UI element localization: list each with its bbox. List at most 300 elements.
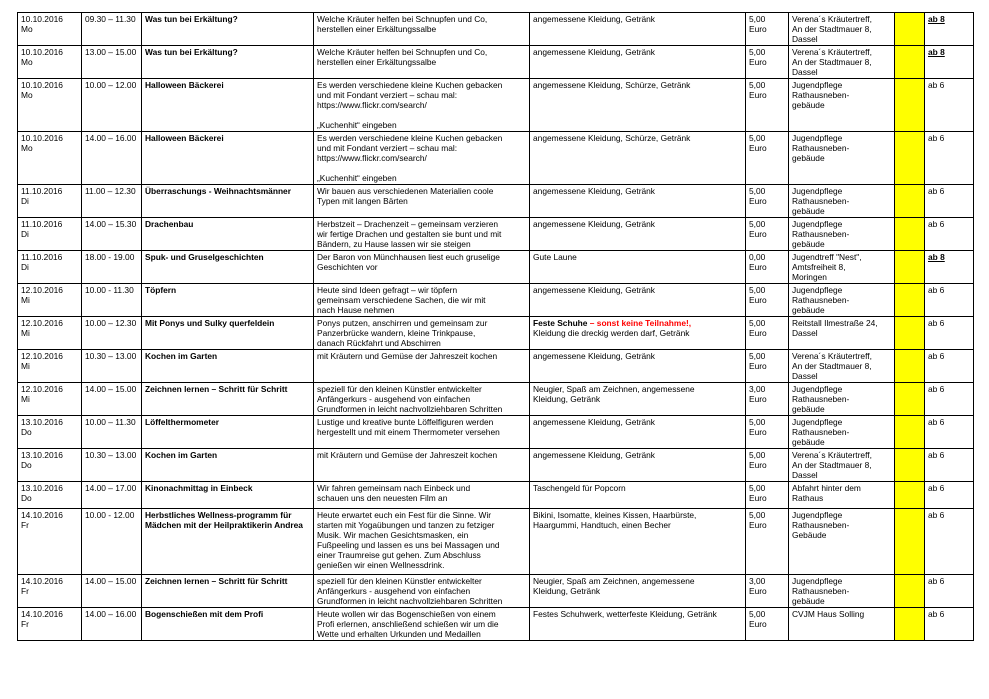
text-line: Gebäude (792, 530, 827, 540)
date-cell (18, 13, 82, 46)
weekday-value: Do (21, 493, 32, 503)
table-row (18, 509, 974, 575)
text-line: gebäude (792, 100, 825, 110)
text-line: Musik. Wir machen Gesichtsmasken, ein (317, 530, 469, 540)
text-line: 5,00 (749, 133, 766, 143)
title-cell: Überraschungs - Weihnachtsmänner (142, 185, 314, 218)
text-line: Dassel (792, 328, 818, 338)
date-value: 10.10.2016 (21, 80, 63, 90)
description-cell (314, 608, 530, 641)
description-cell (314, 383, 530, 416)
age-cell (925, 383, 974, 416)
requirements-cell (530, 251, 746, 284)
text-line: Jugendpflege (792, 417, 843, 427)
text-line: gebäude (792, 239, 825, 249)
text-line: gebäude (792, 153, 825, 163)
text-line: Rathausneben- (792, 229, 850, 239)
table-row (18, 185, 974, 218)
text-line: Rathausneben- (792, 196, 850, 206)
location-cell (789, 79, 895, 132)
date-value: 14.10.2016 (21, 576, 63, 586)
date-value: 12.10.2016 (21, 351, 63, 361)
age-cell (925, 317, 974, 350)
requirements-cell (530, 13, 746, 46)
date-value: 12.10.2016 (21, 384, 63, 394)
text-line: schauen uns den neuesten Film an (317, 493, 448, 503)
time-cell: 14.00 – 15.00 (82, 383, 142, 416)
text-line: 3,00 (749, 384, 766, 394)
description-cell (314, 449, 530, 482)
age-value: ab 6 (928, 80, 945, 90)
table-row (18, 132, 974, 185)
text-line: Verena´s Kräutertreff, (792, 450, 872, 460)
highlight-cell (895, 416, 925, 449)
date-value: 10.10.2016 (21, 133, 63, 143)
date-value: 14.10.2016 (21, 510, 63, 520)
text-line: angemessene Kleidung, Getränk (533, 186, 655, 196)
text-line: Bikini, Isomatte, kleines Kissen, Haarbürste, (533, 510, 697, 520)
price-cell (746, 185, 789, 218)
age-cell (925, 218, 974, 251)
table-row (18, 317, 974, 350)
text-line: https://www.flickr.com/search/ (317, 153, 427, 163)
title-cell: Töpfern (142, 284, 314, 317)
location-cell (789, 449, 895, 482)
table-row (18, 449, 974, 482)
text-line: 5,00 (749, 510, 766, 520)
age-cell (925, 575, 974, 608)
age-value: ab 8 (928, 14, 945, 24)
text-line: An der Stadtmauer 8, (792, 24, 872, 34)
text-line: gebäude (792, 404, 825, 414)
text-line: Wette und erhalten Urkunden und Medaillen (317, 629, 481, 639)
text-line: angemessene Kleidung, Getränk (533, 417, 655, 427)
date-cell (18, 383, 82, 416)
location-cell (789, 350, 895, 383)
title-cell: Löffelthermometer (142, 416, 314, 449)
date-cell (18, 284, 82, 317)
time-cell: 14.00 – 17.00 (82, 482, 142, 509)
title-cell: Kinonachmittag in Einbeck (142, 482, 314, 509)
highlight-cell (895, 251, 925, 284)
location-cell (789, 317, 895, 350)
text-line: Jugendpflege (792, 285, 843, 295)
age-cell (925, 132, 974, 185)
text-line: Jugendpflege (792, 80, 843, 90)
table-row (18, 482, 974, 509)
age-value: ab 6 (928, 510, 945, 520)
text-line: CVJM Haus Solling (792, 609, 865, 619)
date-cell (18, 185, 82, 218)
text-line: Fußpeeling und lassen es uns bei Massagen und (317, 540, 500, 550)
date-value: 11.10.2016 (21, 186, 63, 196)
text-line: Dassel (792, 34, 818, 44)
date-value: 12.10.2016 (21, 318, 63, 328)
weekday-value: Di (21, 262, 29, 272)
age-value: ab 6 (928, 384, 945, 394)
age-value: ab 8 (928, 47, 945, 57)
requirements-cell (530, 284, 746, 317)
text-line: „Kuchenhit“ eingeben (317, 173, 397, 183)
price-cell (746, 251, 789, 284)
text-line: 5,00 (749, 351, 766, 361)
text-line: 5,00 (749, 285, 766, 295)
weekday-value: Mi (21, 295, 30, 305)
text-line: wir fertige Drachen und gestalten sie bunt und mit (317, 229, 502, 239)
requirements-cell (530, 383, 746, 416)
title-cell: Zeichnen lernen – Schritt für Schritt (142, 575, 314, 608)
requirements-cell (530, 46, 746, 79)
date-value: 14.10.2016 (21, 609, 63, 619)
highlight-cell (895, 132, 925, 185)
text-line: An der Stadtmauer 8, (792, 460, 872, 470)
highlight-cell (895, 482, 925, 509)
text-line: Heute wollen wir das Bogenschießen von einem (317, 609, 496, 619)
text-line: angemessene Kleidung, Getränk (533, 285, 655, 295)
text-line: Euro (749, 90, 767, 100)
text-line: Rathausneben- (792, 427, 850, 437)
text-line: Rathausneben- (792, 143, 850, 153)
text-line: speziell für den kleinen Künstler entwickelter (317, 384, 482, 394)
title-cell: Mit Ponys und Sulky querfeldein (142, 317, 314, 350)
title-cell: Halloween Bäckerei (142, 132, 314, 185)
text-line: Dassel (792, 67, 818, 77)
text-line: Typen mit langen Bärten (317, 196, 408, 206)
age-cell (925, 185, 974, 218)
text-line: 5,00 (749, 186, 766, 196)
description-cell (314, 416, 530, 449)
date-cell (18, 317, 82, 350)
text-line: gebäude (792, 305, 825, 315)
text-line: gemeinsam verschiedene Sachen, die wir mit (317, 295, 486, 305)
weekday-value: Mi (21, 394, 30, 404)
text-line: Es werden verschiedene kleine Kuchen gebacken (317, 80, 503, 90)
time-cell: 14.00 – 15.00 (82, 575, 142, 608)
text-line: Neugier, Spaß am Zeichnen, angemessene (533, 576, 695, 586)
date-cell (18, 509, 82, 575)
date-value: 13.10.2016 (21, 483, 63, 493)
text-line: 5,00 (749, 47, 766, 57)
requirements-cell (530, 218, 746, 251)
text-line: Rathausneben- (792, 295, 850, 305)
time-cell: 10.00 – 12.00 (82, 79, 142, 132)
requirements-cell (530, 608, 746, 641)
time-cell: 14.00 – 16.00 (82, 132, 142, 185)
location-cell (789, 383, 895, 416)
age-value: ab 6 (928, 417, 945, 427)
text-line: Gute Laune (533, 252, 577, 262)
description-cell (314, 575, 530, 608)
text-line: Euro (749, 427, 767, 437)
location-cell (789, 185, 895, 218)
text-line: Amtsfreiheit 8, (792, 262, 846, 272)
age-cell (925, 251, 974, 284)
age-cell (925, 608, 974, 641)
text-line: Dassel (792, 371, 818, 381)
time-cell: 10.00 - 12.00 (82, 509, 142, 575)
highlight-cell (895, 608, 925, 641)
highlight-cell (895, 575, 925, 608)
date-cell (18, 449, 82, 482)
text-line: Wir bauen aus verschiedenen Materialien coole (317, 186, 494, 196)
highlight-cell (895, 46, 925, 79)
time-cell: 10.00 - 11.30 (82, 284, 142, 317)
table-row (18, 13, 974, 46)
time-cell: 10.30 – 13.00 (82, 449, 142, 482)
price-cell (746, 79, 789, 132)
text-line: gebäude (792, 437, 825, 447)
age-cell (925, 284, 974, 317)
age-value: ab 6 (928, 450, 945, 460)
text-line: herstellen einer Erkältungssalbe (317, 24, 437, 34)
title-cell: Kochen im Garten (142, 350, 314, 383)
text-line: angemessene Kleidung, Getränk (533, 351, 655, 361)
text-line: Euro (749, 295, 767, 305)
date-value: 13.10.2016 (21, 450, 63, 460)
location-cell (789, 218, 895, 251)
location-cell (789, 482, 895, 509)
text-line: 5,00 (749, 219, 766, 229)
weekday-value: Do (21, 427, 32, 437)
age-value: ab 6 (928, 576, 945, 586)
text-line: Euro (749, 196, 767, 206)
requirements-cell (530, 575, 746, 608)
price-cell (746, 416, 789, 449)
requirements-cell (530, 416, 746, 449)
text-line: Euro (749, 586, 767, 596)
text-line: Euro (749, 262, 767, 272)
highlight-cell (895, 79, 925, 132)
text-line: hergestellt und mit einem Thermometer versehen (317, 427, 500, 437)
requirement-warning-line (533, 318, 742, 328)
text-line: Haargummi, Handtuch, einen Becher (533, 520, 671, 530)
table-row (18, 383, 974, 416)
text-line: Jugendpflege (792, 219, 843, 229)
table-row (18, 218, 974, 251)
highlight-cell (895, 449, 925, 482)
text-line: Euro (749, 361, 767, 371)
requirements-cell (530, 350, 746, 383)
price-cell (746, 449, 789, 482)
text-line: angemessene Kleidung, Getränk (533, 450, 655, 460)
text-line: angemessene Kleidung, Getränk (533, 219, 655, 229)
price-cell (746, 383, 789, 416)
title-cell: Halloween Bäckerei (142, 79, 314, 132)
date-value: 13.10.2016 (21, 417, 63, 427)
requirements-cell (530, 132, 746, 185)
text-line: An der Stadtmauer 8, (792, 57, 872, 67)
text-line: 5,00 (749, 417, 766, 427)
text-line: Anfängerkurs - ausgehend von einfachen (317, 586, 471, 596)
weekday-value: Do (21, 460, 32, 470)
age-value: ab 6 (928, 483, 945, 493)
blank-line (317, 163, 526, 173)
text-line: Ponys putzen, anschirren und gemeinsam zur (317, 318, 488, 328)
location-cell (789, 509, 895, 575)
title-cell: Drachenbau (142, 218, 314, 251)
description-cell (314, 482, 530, 509)
date-value: 12.10.2016 (21, 285, 63, 295)
blank-line (317, 110, 526, 120)
text-line: Euro (749, 394, 767, 404)
text-line: Panzerbrücke wandern, kleine Trinkpause, (317, 328, 476, 338)
requirements-cell (530, 509, 746, 575)
highlight-cell (895, 218, 925, 251)
highlight-cell (895, 284, 925, 317)
text-line: Rathausneben- (792, 394, 850, 404)
description-cell (314, 317, 530, 350)
date-value: 10.10.2016 (21, 47, 63, 57)
text-line: mit Kräutern und Gemüse der Jahreszeit kochen (317, 450, 498, 460)
text-line: herstellen einer Erkältungssalbe (317, 57, 437, 67)
age-value: ab 6 (928, 219, 945, 229)
description-cell (314, 46, 530, 79)
title-cell: Herbstliches Wellness-programm für Mädchen mit der Heilpraktikerin Andrea (142, 509, 314, 575)
age-cell (925, 46, 974, 79)
requirement-bold: Feste Schuhe (533, 318, 588, 328)
age-value: ab 6 (928, 318, 945, 328)
text-line: 5,00 (749, 80, 766, 90)
requirements-cell (530, 79, 746, 132)
text-line: Jugendpflege (792, 510, 843, 520)
date-cell (18, 132, 82, 185)
price-cell (746, 575, 789, 608)
age-cell (925, 449, 974, 482)
weekday-value: Mi (21, 361, 30, 371)
age-cell (925, 350, 974, 383)
text-line: Jugendtreff "Nest", (792, 252, 862, 262)
text-line: Kleidung die dreckig werden darf, Getränk (533, 328, 690, 338)
weekday-value: Mo (21, 57, 33, 67)
date-cell (18, 416, 82, 449)
age-cell (925, 509, 974, 575)
price-cell (746, 46, 789, 79)
text-line: starten mit Yogaübungen und tanzen zu fetziger (317, 520, 495, 530)
title-cell: Spuk- und Gruselgeschichten (142, 251, 314, 284)
weekday-value: Mo (21, 143, 33, 153)
text-line: Jugendpflege (792, 384, 843, 394)
price-cell (746, 608, 789, 641)
text-line: Euro (749, 520, 767, 530)
requirements-cell (530, 185, 746, 218)
title-cell: Kochen im Garten (142, 449, 314, 482)
price-cell (746, 350, 789, 383)
date-cell (18, 482, 82, 509)
date-cell (18, 46, 82, 79)
time-cell: 10.00 – 11.30 (82, 416, 142, 449)
table-row (18, 608, 974, 641)
text-line: 5,00 (749, 14, 766, 24)
date-cell (18, 575, 82, 608)
text-line: danach Rückfahrt und Abschirren (317, 338, 441, 348)
text-line: https://www.flickr.com/search/ (317, 100, 427, 110)
text-line: Welche Kräuter helfen bei Schnupfen und Co, (317, 47, 488, 57)
highlight-cell (895, 383, 925, 416)
table-row (18, 79, 974, 132)
description-cell (314, 185, 530, 218)
text-line: Wir fahren gemeinsam nach Einbeck und (317, 483, 471, 493)
table-row (18, 350, 974, 383)
text-line: Bändern, zu Hause lassen wir sie steigen (317, 239, 471, 249)
text-line: Festes Schuhwerk, wetterfeste Kleidung, Getränk (533, 609, 717, 619)
weekday-value: Fr (21, 586, 29, 596)
text-line: An der Stadtmauer 8, (792, 361, 872, 371)
text-line: Rathausneben- (792, 520, 850, 530)
text-line: nach Hause nehmen (317, 305, 395, 315)
table-row (18, 575, 974, 608)
text-line: Welche Kräuter helfen bei Schnupfen und Co, (317, 14, 488, 24)
text-line: Taschengeld für Popcorn (533, 483, 626, 493)
requirements-cell (530, 449, 746, 482)
text-line: Kleidung, Getränk (533, 394, 601, 404)
weekday-value: Di (21, 229, 29, 239)
price-cell (746, 218, 789, 251)
time-cell: 14.00 – 16.00 (82, 608, 142, 641)
text-line: 5,00 (749, 318, 766, 328)
text-line: Rathaus (792, 493, 824, 503)
text-line: speziell für den kleinen Künstler entwickelter (317, 576, 482, 586)
text-line: Heute erwartet euch ein Fest für die Sinne. Wir (317, 510, 492, 520)
description-cell (314, 218, 530, 251)
text-line: 0,00 (749, 252, 766, 262)
title-cell: Bogenschießen mit dem Profi (142, 608, 314, 641)
schedule-table (17, 12, 974, 641)
date-cell (18, 350, 82, 383)
age-cell (925, 416, 974, 449)
age-cell (925, 482, 974, 509)
price-cell (746, 13, 789, 46)
text-line: Lustige und kreative bunte Löffelfiguren werden (317, 417, 494, 427)
location-cell (789, 608, 895, 641)
time-cell: 10.30 – 13.00 (82, 350, 142, 383)
age-value: ab 8 (928, 252, 945, 262)
text-line: 5,00 (749, 609, 766, 619)
title-cell: Was tun bei Erkältung? (142, 13, 314, 46)
title-cell: Zeichnen lernen – Schritt für Schritt (142, 383, 314, 416)
text-line: Euro (749, 493, 767, 503)
date-cell (18, 608, 82, 641)
title-cell: Was tun bei Erkältung? (142, 46, 314, 79)
location-cell (789, 416, 895, 449)
description-cell (314, 132, 530, 185)
text-line: Euro (749, 24, 767, 34)
text-line: Reitstall Ilmestraße 24, (792, 318, 878, 328)
table-row (18, 46, 974, 79)
text-line: Abfahrt hinter dem (792, 483, 861, 493)
price-cell (746, 132, 789, 185)
age-value: ab 6 (928, 186, 945, 196)
text-line: Heute sind Ideen gefragt – wir töpfern (317, 285, 458, 295)
text-line: Euro (749, 229, 767, 239)
location-cell (789, 284, 895, 317)
text-line: Dassel (792, 470, 818, 480)
text-line: 5,00 (749, 450, 766, 460)
date-value: 11.10.2016 (21, 252, 63, 262)
text-line: Verena´s Kräutertreff, (792, 14, 872, 24)
text-line: und mit Fondant verziert – schau mal: (317, 143, 458, 153)
description-cell (314, 251, 530, 284)
weekday-value: Mi (21, 328, 30, 338)
text-line: Grundformen in leicht nachvollziehbaren Schritten (317, 404, 503, 414)
time-cell: 13.00 – 15.00 (82, 46, 142, 79)
highlight-cell (895, 350, 925, 383)
description-cell (314, 13, 530, 46)
time-cell: 11.00 – 12.30 (82, 185, 142, 218)
text-line: Der Baron von Münchhausen liest euch gruselige (317, 252, 500, 262)
text-line: 5,00 (749, 483, 766, 493)
text-line: Verena´s Kräutertreff, (792, 47, 872, 57)
text-line: und mit Fondant verziert – schau mal: (317, 90, 458, 100)
